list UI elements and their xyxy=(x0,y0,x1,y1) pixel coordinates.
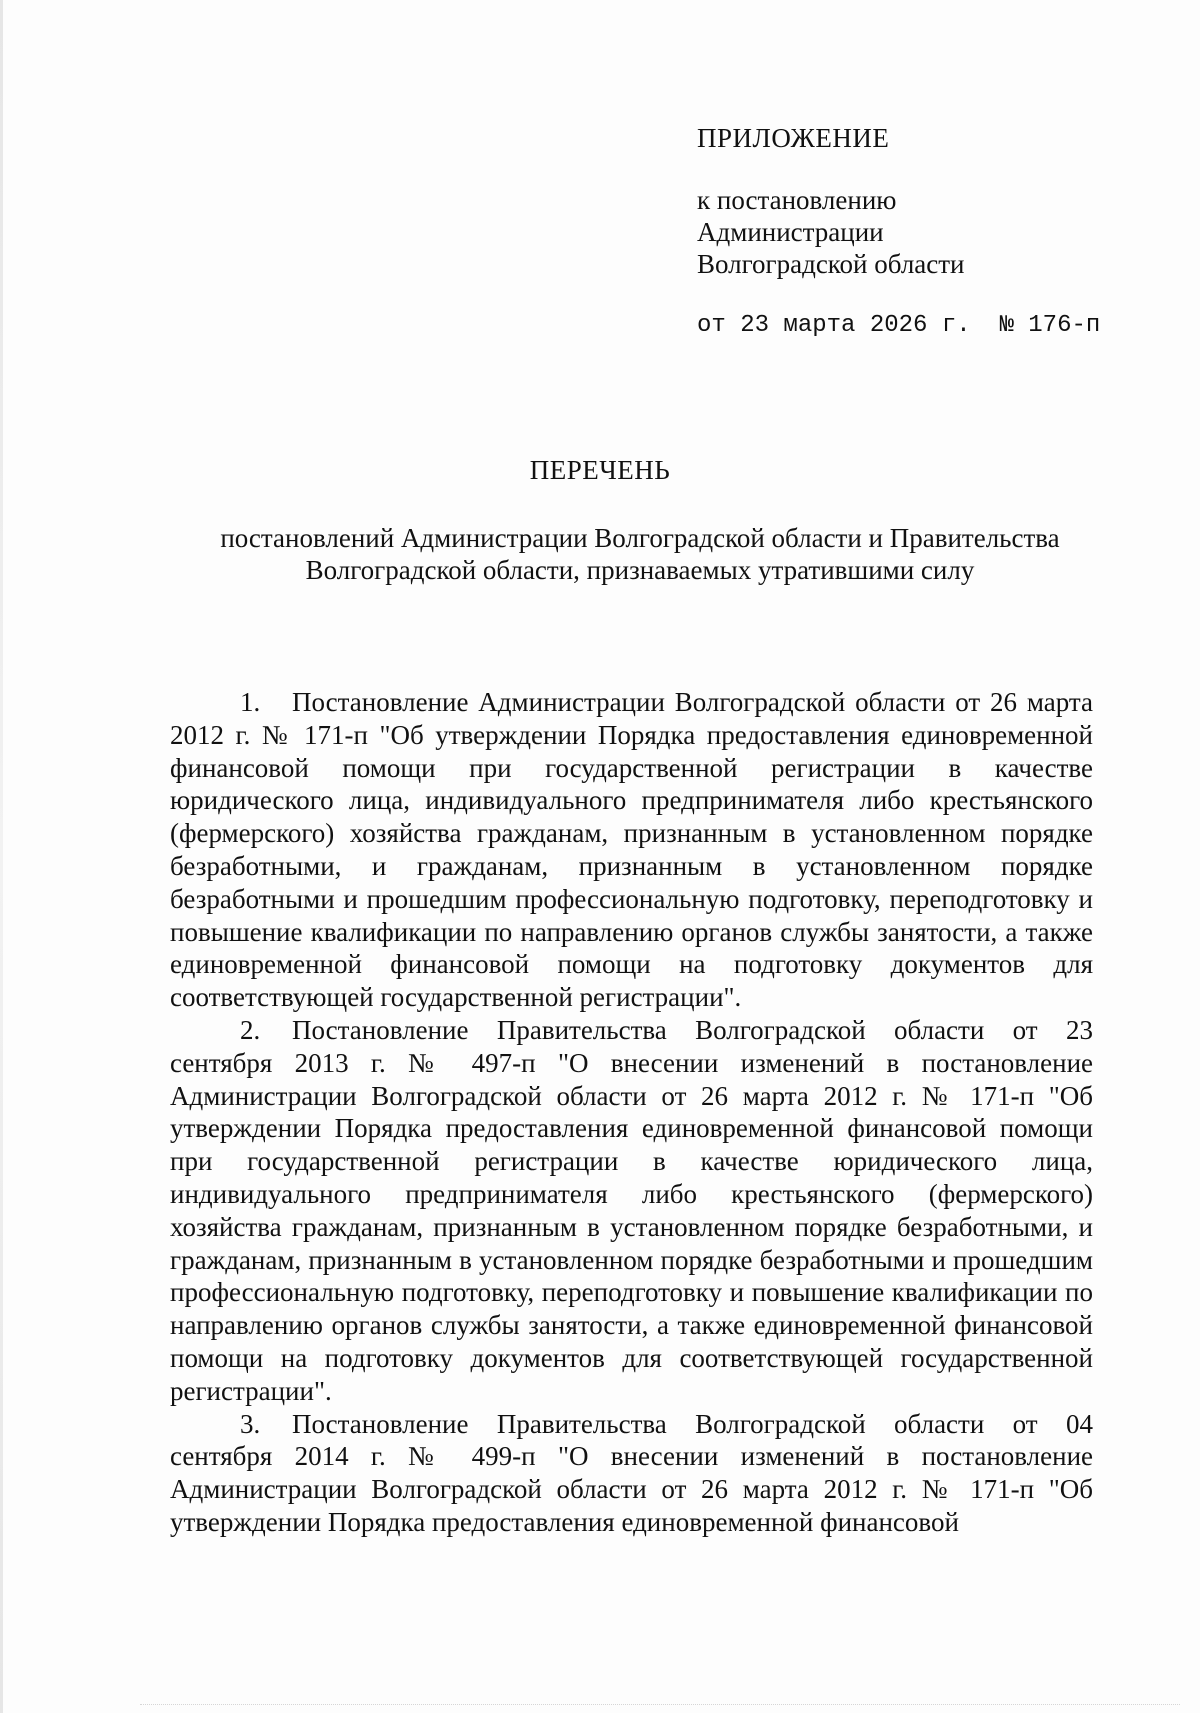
decree-number: № 176-п xyxy=(999,312,1101,339)
list-item-text: Постановление Правительства Волгоградской области от 23 сентября 2013 г. № 497-п "О внесении изменений в постановление Администрации Волгоградской области от 26 марта 2012 г. № 171-п "Об утверждении Порядка предоставления единовременной финансовой помощи при государственной регистрации в качестве юридического лица, индивидуального предпринимателя либо крестьянского (фермерского) хозяйства гражданам, признанным в установленном порядке безработными, и гражданам, признанным в установленном порядке безработными и прошедшим профессиональную подготовку, переподготовку и повышение квалификации по направлению органов службы занятости, а также единовременной финансовой помощи на подготовку документов для соответствующей государственной регистрации". xyxy=(170,1014,1093,1406)
decree-list xyxy=(170,686,1093,1539)
list-subtitle-line-1: постановлений Администрации Волгоградской области и Правительства xyxy=(220,523,1060,553)
list-item-text: Постановление Администрации Волгоградской области от 26 марта 2012 г. № 171-п "Об утверждении Порядка предоставления единовременной финансовой помощи при государственной регистрации в качестве юридического лица, индивидуального предпринимателя либо крестьянского (фермерского) хозяйства гражданам, признанным в установленном порядке безработными, и гражданам, признанным в установленном порядке безработными и прошедшим профессиональную подготовку, переподготовку и повышение квалификации по направлению органов службы занятости, а также единовременной финансовой помощи на подготовку документов для соответствующей государственной регистрации". xyxy=(170,687,1093,1013)
list-subtitle-line-2: Волгоградской области, признаваемых утратившими силу xyxy=(305,555,975,585)
reference-line-3: Волгоградской области xyxy=(697,249,965,279)
decree-date: от 23 марта 2026 г. xyxy=(697,312,971,339)
reference-line-2: Администрации xyxy=(697,217,884,247)
list-item xyxy=(170,686,1093,1014)
list-item-number: 2. xyxy=(240,1014,261,1045)
list-item-text: Постановление Правительства Волгоградской области от 04 сентября 2014 г. № 499-п "О внесении изменений в постановление Администрации Волгоградской области от 26 марта 2012 г. № 171-п "Об утверждении Порядка предоставления единовременной финансовой xyxy=(170,1408,1093,1537)
list-title: ПЕРЕЧЕНЬ xyxy=(529,455,671,485)
reference-line-1: к постановлению xyxy=(697,185,897,215)
list-item-number: 3. xyxy=(240,1408,261,1439)
appendix-header xyxy=(697,122,1117,342)
list-item xyxy=(170,1014,1093,1408)
list-subtitle xyxy=(160,522,1120,586)
list-item xyxy=(170,1408,1093,1539)
scan-edge-shadow xyxy=(0,0,3,1713)
decree-date-line xyxy=(697,310,1117,342)
scan-artifact-dots xyxy=(140,1704,1180,1707)
list-item-number: 1. xyxy=(240,687,261,717)
appendix-title: ПРИЛОЖЕНИЕ xyxy=(697,123,890,153)
